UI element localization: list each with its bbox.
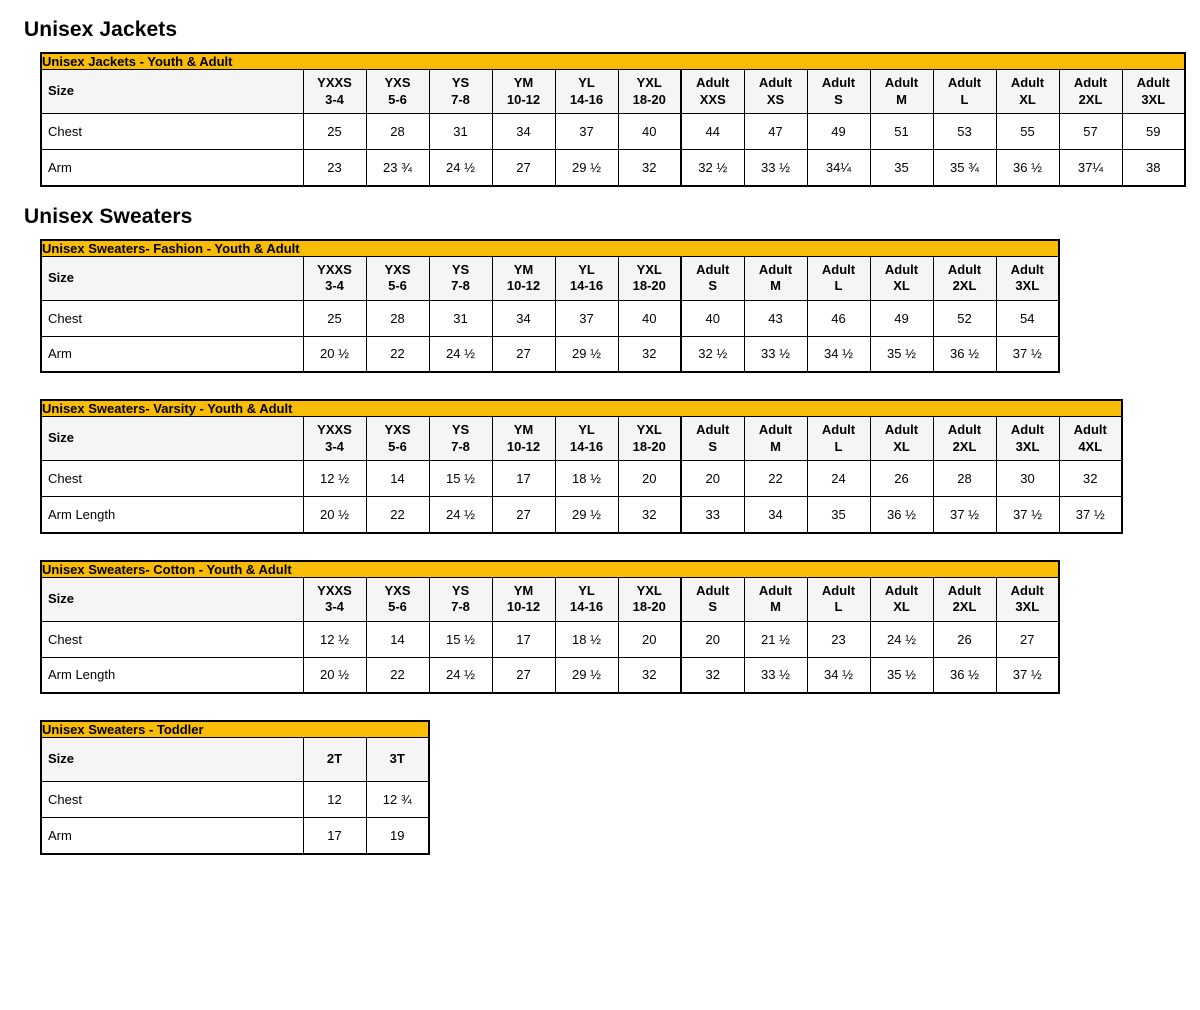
cell: 32 bbox=[1059, 461, 1122, 497]
table-row bbox=[41, 782, 429, 818]
table-sweaters-toddler bbox=[40, 720, 430, 855]
row-label: Chest bbox=[41, 114, 303, 150]
cell: 27 bbox=[492, 657, 555, 693]
header-adult-3xl: Adult 3XL bbox=[996, 577, 1059, 621]
row-label: Arm bbox=[41, 818, 303, 854]
cell: 31 bbox=[429, 300, 492, 336]
header-adult-xl: Adult XL bbox=[870, 417, 933, 461]
cell: 36 ½ bbox=[996, 150, 1059, 186]
header-youth-ym: YM 10-12 bbox=[492, 256, 555, 300]
cell: 21 ½ bbox=[744, 621, 807, 657]
table-unisex-jackets-youth-adult bbox=[40, 52, 1186, 187]
cell: 32 bbox=[618, 657, 681, 693]
header-adult-xl: Adult XL bbox=[870, 577, 933, 621]
section-unisex-jackets bbox=[24, 18, 1200, 187]
cell: 25 bbox=[303, 300, 366, 336]
cell: 20 bbox=[681, 461, 744, 497]
table-row bbox=[41, 336, 1059, 372]
cell: 17 bbox=[492, 621, 555, 657]
cell: 35 ¾ bbox=[933, 150, 996, 186]
table-caption-row bbox=[41, 53, 1185, 70]
cell: 24 ½ bbox=[429, 497, 492, 533]
table-caption: Unisex Sweaters- Varsity - Youth & Adult bbox=[41, 400, 1122, 417]
cell: 35 bbox=[870, 150, 933, 186]
cell: 23 bbox=[807, 621, 870, 657]
cell: 46 bbox=[807, 300, 870, 336]
row-label: Arm bbox=[41, 336, 303, 372]
table-header-row bbox=[41, 417, 1122, 461]
header-adult-m: Adult M bbox=[744, 417, 807, 461]
table-sweaters-fashion bbox=[40, 239, 1060, 374]
table-row bbox=[41, 818, 429, 854]
cell: 40 bbox=[618, 114, 681, 150]
header-youth-ys: YS 7-8 bbox=[429, 256, 492, 300]
header-adult-2xl: Adult 2XL bbox=[933, 577, 996, 621]
cell: 49 bbox=[807, 114, 870, 150]
cell: 34¼ bbox=[807, 150, 870, 186]
header-youth-yxxs: YXXS 3-4 bbox=[303, 417, 366, 461]
header-adult-s: Adult S bbox=[681, 577, 744, 621]
table-caption: Unisex Sweaters- Fashion - Youth & Adult bbox=[41, 240, 1059, 257]
cell: 19 bbox=[366, 818, 429, 854]
cell: 49 bbox=[870, 300, 933, 336]
header-youth-yxxs: YXXS 3-4 bbox=[303, 256, 366, 300]
header-youth-ym: YM 10-12 bbox=[492, 70, 555, 114]
cell: 35 bbox=[807, 497, 870, 533]
cell: 59 bbox=[1122, 114, 1185, 150]
header-youth-yl: YL 14-16 bbox=[555, 256, 618, 300]
header-adult-xl: Adult XL bbox=[996, 70, 1059, 114]
cell: 27 bbox=[492, 336, 555, 372]
header-youth-yxl: YXL 18-20 bbox=[618, 70, 681, 114]
cell: 28 bbox=[366, 114, 429, 150]
cell: 32 ½ bbox=[681, 150, 744, 186]
cell: 25 bbox=[303, 114, 366, 150]
table-row bbox=[41, 150, 1185, 186]
section-title: Unisex Jackets bbox=[24, 18, 178, 41]
header-adult-2xl: Adult 2XL bbox=[1059, 70, 1122, 114]
header-toddler-2t: 2T bbox=[303, 738, 366, 782]
section-unisex-sweaters bbox=[24, 205, 1200, 855]
cell: 22 bbox=[366, 497, 429, 533]
cell: 14 bbox=[366, 621, 429, 657]
header-youth-ys: YS 7-8 bbox=[429, 417, 492, 461]
cell: 20 ½ bbox=[303, 497, 366, 533]
cell: 37 bbox=[555, 114, 618, 150]
header-youth-yxxs: YXXS 3-4 bbox=[303, 577, 366, 621]
header-adult-3xl: Adult 3XL bbox=[996, 256, 1059, 300]
cell: 29 ½ bbox=[555, 150, 618, 186]
header-adult-m: Adult M bbox=[870, 70, 933, 114]
header-adult-2xl: Adult 2XL bbox=[933, 256, 996, 300]
cell: 33 ½ bbox=[744, 657, 807, 693]
cell: 24 ½ bbox=[870, 621, 933, 657]
cell: 32 bbox=[681, 657, 744, 693]
cell: 36 ½ bbox=[933, 657, 996, 693]
cell: 44 bbox=[681, 114, 744, 150]
cell: 37 ½ bbox=[933, 497, 996, 533]
spacer bbox=[24, 534, 1200, 560]
cell: 36 ½ bbox=[933, 336, 996, 372]
header-youth-yxxs: YXXS 3-4 bbox=[303, 70, 366, 114]
header-size-label: Size bbox=[41, 256, 303, 300]
table-sweaters-cotton bbox=[40, 560, 1060, 695]
cell: 53 bbox=[933, 114, 996, 150]
header-youth-yxs: YXS 5-6 bbox=[366, 70, 429, 114]
cell: 12 bbox=[303, 782, 366, 818]
header-youth-yxs: YXS 5-6 bbox=[366, 256, 429, 300]
cell: 32 bbox=[618, 150, 681, 186]
cell: 30 bbox=[996, 461, 1059, 497]
header-youth-yxl: YXL 18-20 bbox=[618, 256, 681, 300]
cell: 18 ½ bbox=[555, 621, 618, 657]
header-adult-s: Adult S bbox=[807, 70, 870, 114]
header-adult-l: Adult L bbox=[807, 256, 870, 300]
cell: 34 bbox=[744, 497, 807, 533]
cell: 23 bbox=[303, 150, 366, 186]
cell: 24 bbox=[807, 461, 870, 497]
cell: 38 bbox=[1122, 150, 1185, 186]
cell: 22 bbox=[744, 461, 807, 497]
cell: 37 ½ bbox=[996, 657, 1059, 693]
header-youth-yl: YL 14-16 bbox=[555, 417, 618, 461]
table-caption: Unisex Sweaters- Cotton - Youth & Adult bbox=[41, 561, 1059, 578]
cell: 34 bbox=[492, 114, 555, 150]
cell: 24 ½ bbox=[429, 150, 492, 186]
header-adult-s: Adult S bbox=[681, 256, 744, 300]
header-adult-m: Adult M bbox=[744, 577, 807, 621]
cell: 33 ½ bbox=[744, 150, 807, 186]
cell: 34 ½ bbox=[807, 336, 870, 372]
cell: 14 bbox=[366, 461, 429, 497]
table-caption-row bbox=[41, 721, 429, 738]
cell: 12 ½ bbox=[303, 461, 366, 497]
table-sweaters-varsity bbox=[40, 399, 1123, 534]
cell: 27 bbox=[492, 150, 555, 186]
header-toddler-3t: 3T bbox=[366, 738, 429, 782]
cell: 37 bbox=[555, 300, 618, 336]
cell: 18 ½ bbox=[555, 461, 618, 497]
header-adult-l: Adult L bbox=[807, 417, 870, 461]
cell: 43 bbox=[744, 300, 807, 336]
table-header-row bbox=[41, 577, 1059, 621]
cell: 24 ½ bbox=[429, 657, 492, 693]
header-adult-2xl: Adult 2XL bbox=[933, 417, 996, 461]
cell: 40 bbox=[681, 300, 744, 336]
section-title: Unisex Sweaters bbox=[24, 204, 193, 228]
table-header-row bbox=[41, 738, 429, 782]
header-adult-xs: Adult XS bbox=[744, 70, 807, 114]
table-caption: Unisex Jackets - Youth & Adult bbox=[41, 53, 1185, 70]
cell: 28 bbox=[366, 300, 429, 336]
header-youth-ys: YS 7-8 bbox=[429, 70, 492, 114]
row-label: Chest bbox=[41, 461, 303, 497]
cell: 31 bbox=[429, 114, 492, 150]
cell: 29 ½ bbox=[555, 657, 618, 693]
cell: 51 bbox=[870, 114, 933, 150]
cell: 40 bbox=[618, 300, 681, 336]
header-adult-3xl: Adult 3XL bbox=[1122, 70, 1185, 114]
cell: 34 ½ bbox=[807, 657, 870, 693]
header-youth-yxl: YXL 18-20 bbox=[618, 417, 681, 461]
header-youth-yxs: YXS 5-6 bbox=[366, 417, 429, 461]
table-row bbox=[41, 497, 1122, 533]
cell: 37 ½ bbox=[996, 336, 1059, 372]
cell: 32 bbox=[618, 497, 681, 533]
row-label: Arm Length bbox=[41, 497, 303, 533]
header-adult-m: Adult M bbox=[744, 256, 807, 300]
table-header-row bbox=[41, 256, 1059, 300]
header-adult-s: Adult S bbox=[681, 417, 744, 461]
row-label: Arm Length bbox=[41, 657, 303, 693]
cell: 26 bbox=[870, 461, 933, 497]
cell: 37¼ bbox=[1059, 150, 1122, 186]
table-caption-row bbox=[41, 561, 1059, 578]
header-youth-ys: YS 7-8 bbox=[429, 577, 492, 621]
cell: 35 ½ bbox=[870, 657, 933, 693]
header-youth-yxs: YXS 5-6 bbox=[366, 577, 429, 621]
row-label: Chest bbox=[41, 621, 303, 657]
cell: 12 ½ bbox=[303, 621, 366, 657]
cell: 17 bbox=[303, 818, 366, 854]
cell: 17 bbox=[492, 461, 555, 497]
table-row bbox=[41, 657, 1059, 693]
cell: 57 bbox=[1059, 114, 1122, 150]
cell: 15 ½ bbox=[429, 621, 492, 657]
cell: 33 ½ bbox=[744, 336, 807, 372]
header-youth-yl: YL 14-16 bbox=[555, 70, 618, 114]
table-row bbox=[41, 114, 1185, 150]
cell: 29 ½ bbox=[555, 336, 618, 372]
cell: 32 bbox=[618, 336, 681, 372]
cell: 22 bbox=[366, 657, 429, 693]
table-row bbox=[41, 461, 1122, 497]
header-adult-l: Adult L bbox=[807, 577, 870, 621]
cell: 12 ¾ bbox=[366, 782, 429, 818]
row-label: Chest bbox=[41, 782, 303, 818]
cell: 34 bbox=[492, 300, 555, 336]
row-label: Chest bbox=[41, 300, 303, 336]
table-row bbox=[41, 621, 1059, 657]
cell: 29 ½ bbox=[555, 497, 618, 533]
header-size-label: Size bbox=[41, 738, 303, 782]
header-youth-ym: YM 10-12 bbox=[492, 577, 555, 621]
cell: 54 bbox=[996, 300, 1059, 336]
table-header-row bbox=[41, 70, 1185, 114]
cell: 37 ½ bbox=[1059, 497, 1122, 533]
table-caption-row bbox=[41, 240, 1059, 257]
cell: 20 ½ bbox=[303, 336, 366, 372]
cell: 23 ¾ bbox=[366, 150, 429, 186]
cell: 22 bbox=[366, 336, 429, 372]
cell: 47 bbox=[744, 114, 807, 150]
spacer bbox=[24, 373, 1200, 399]
cell: 36 ½ bbox=[870, 497, 933, 533]
cell: 26 bbox=[933, 621, 996, 657]
cell: 28 bbox=[933, 461, 996, 497]
table-caption: Unisex Sweaters - Toddler bbox=[41, 721, 429, 738]
header-adult-4xl: Adult 4XL bbox=[1059, 417, 1122, 461]
cell: 20 ½ bbox=[303, 657, 366, 693]
table-row bbox=[41, 300, 1059, 336]
header-adult-xxs: Adult XXS bbox=[681, 70, 744, 114]
cell: 20 bbox=[618, 461, 681, 497]
header-youth-yxl: YXL 18-20 bbox=[618, 577, 681, 621]
header-adult-3xl: Adult 3XL bbox=[996, 417, 1059, 461]
header-size-label: Size bbox=[41, 577, 303, 621]
table-caption-row bbox=[41, 400, 1122, 417]
header-youth-yl: YL 14-16 bbox=[555, 577, 618, 621]
cell: 33 bbox=[681, 497, 744, 533]
cell: 35 ½ bbox=[870, 336, 933, 372]
spacer bbox=[24, 694, 1200, 720]
cell: 15 ½ bbox=[429, 461, 492, 497]
cell: 24 ½ bbox=[429, 336, 492, 372]
header-adult-l: Adult L bbox=[933, 70, 996, 114]
cell: 52 bbox=[933, 300, 996, 336]
cell: 27 bbox=[996, 621, 1059, 657]
cell: 32 ½ bbox=[681, 336, 744, 372]
header-size-label: Size bbox=[41, 70, 303, 114]
header-adult-xl: Adult XL bbox=[870, 256, 933, 300]
header-size-label: Size bbox=[41, 417, 303, 461]
row-label: Arm bbox=[41, 150, 303, 186]
cell: 55 bbox=[996, 114, 1059, 150]
header-youth-ym: YM 10-12 bbox=[492, 417, 555, 461]
cell: 20 bbox=[618, 621, 681, 657]
cell: 20 bbox=[681, 621, 744, 657]
cell: 37 ½ bbox=[996, 497, 1059, 533]
cell: 27 bbox=[492, 497, 555, 533]
